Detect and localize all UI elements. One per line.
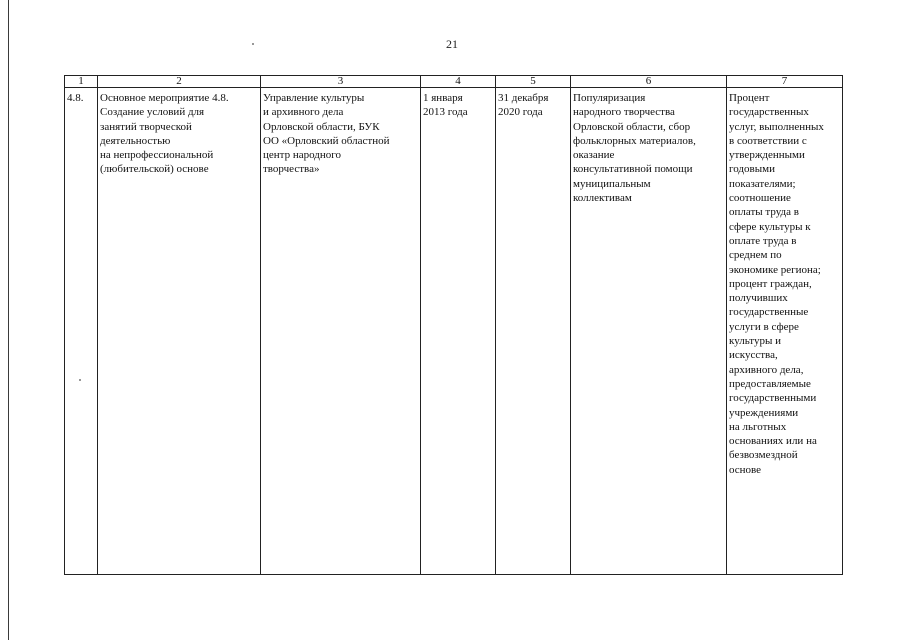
result-cell [571,88,727,575]
scan-speck [79,379,81,381]
column-header-4: 4 [421,76,496,88]
row-number: 4.8. [67,92,84,104]
page-left-edge [8,0,9,640]
executor-text: Управление культуры и архивного дела Орловской области, БУК ОО «Орловский областной центр народного творчества» [263,92,390,176]
activity-text: Основное мероприятие 4.8. Создание условий для занятий творческой деятельностью на непрофессиональной (любительской) основе [100,92,229,176]
start-date-text: 1 января 2013 года [423,92,468,119]
column-header-6: 6 [571,76,727,88]
row-number-cell [65,88,98,575]
column-header-7: 7 [727,76,843,88]
executor-cell [261,88,421,575]
end-date-cell [496,88,571,575]
measures-table [64,75,843,575]
column-header-3: 3 [261,76,421,88]
scan-speck [252,43,254,45]
end-date-text: 31 декабря 2020 года [498,92,549,119]
table-header-row [65,76,843,88]
page-number: 21 [446,37,458,51]
table-row [65,88,843,575]
indicators-cell [727,88,843,575]
column-header-1: 1 [65,76,98,88]
activity-cell [98,88,261,575]
column-header-5: 5 [496,76,571,88]
indicators-text: Процент государственных услуг, выполненных в соответствии с утвержденными годовыми показателями; соотношение оплаты труда в сфере культуры к оплате труда в среднем по экономике региона; процент граждан, получивших государственные услуги в сфере культуры и искусства, архивного дела, предоставляемые государственными учреждениями на льготных основаниях или на безвозмездной основе [729,92,824,476]
start-date-cell [421,88,496,575]
column-header-2: 2 [98,76,261,88]
result-text: Популяризация народного творчества Орловской области, сбор фольклорных материалов, оказание консультативной помощи муниципальным коллективам [573,92,696,205]
